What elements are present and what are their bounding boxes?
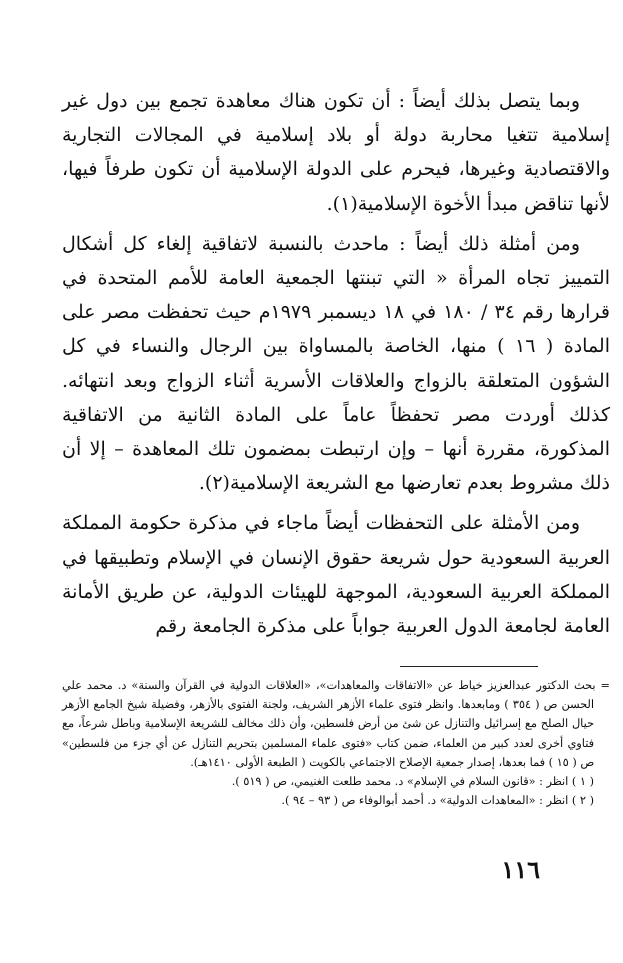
page-number: ١١٦ [501,855,540,884]
footnote-divider [400,666,538,667]
footnote-1: ( ١ ) انظر : «قانون السلام في الإسلام» د. محمد طلعت الغنيمي، ص ( ٥١٩ ). [231,775,594,789]
footnote-continuation: = بحث الدكتور عبدالعزيز خياط عن «الاتفاقات والمعاهدات»، «العلاقات الدولية في القرآن والسنة» د. محمد علي الحسن ص ( ٣٥٤ ) ومابعدها. وانظر فتوى علماء الأزهر الشريف، ولجنة الفتوى بالأزهر، وفضيلة شيخ الجامع الأزهر حيال الصلح مع إسرائيل والتنازل عن شئ من أرض فلسطين، وأن ذلك مخالف للشريعة الإسلامية وباطل شرعاً، مع فتاوي أخرى لعدد كبير من العلماء، ضمن كتاب «فتوى علماء المسلمين بتحريم التنازل عن أي جزء من فلسطين» ص ( ١٥ ) فما بعدها، إصدار جمعية الإصلاح الاجتماعي بالكويت ( الطبعة الأولى ١٤١٠هـ). [62,679,610,769]
main-text-block [62,84,610,649]
paragraph-1: وبما يتصل بذلك أيضاً : أن تكون هناك معاهدة تجمع بين دول غير إسلامية تتغيا محاربة دولة أو بلاد إسلامية في المجالات التجارية والاقتصادية وغيرها، فيحرم على الدولة الإسلامية أن تكون طرفاً فيها، لأنها تناقض مبدأ الأخوة الإسلامية(١). [62,90,610,215]
footnote-2: ( ٢ ) انظر : «المعاهدات الدولية» د. أحمد أبوالوفاء ص ( ٩٣ – ٩٤ ). [281,794,594,808]
footnotes-block [62,676,610,810]
paragraph-3: ومن الأمثلة على التحفظات أيضاً ماجاء في مذكرة حكومة المملكة العربية السعودية حول شريعة حقوق الإنسان في الإسلام وتطبيقها في المملكة العربية السعودية، الموجهة للهيئات الدولية، عن طريق الأمانة العامة لجامعة الدول العربية جواباً على مذكرة الجامعة رقم [62,512,610,638]
paragraph-2: ومن أمثلة ذلك أيضاً : ماحدث بالنسبة لاتفاقية إلغاء كل أشكال التمييز تجاه المرأة « التي تبنتها الجمعية العامة للأمم المتحدة في قرارها رقم ٣٤ / ١٨٠ في ١٨ ديسمبر ١٩٧٩م حيث تحفظت مصر على المادة ( ١٦ ) منها، الخاصة بالمساواة بين الرجال والنساء في كل الشؤون المتعلقة بالزواج والعلاقات الأسرية أثناء الزواج وبعد انتهائه. كذلك أوردت مصر تحفظاً عاماً على المادة الثانية من الاتفاقية المذكورة، مقررة أنها – وإن ارتبطت بمضمون تلك المعاهدة – إلا أن ذلك مشروط بعدم تعارضها مع الشريعة الإسلامية(٢). [62,232,611,495]
